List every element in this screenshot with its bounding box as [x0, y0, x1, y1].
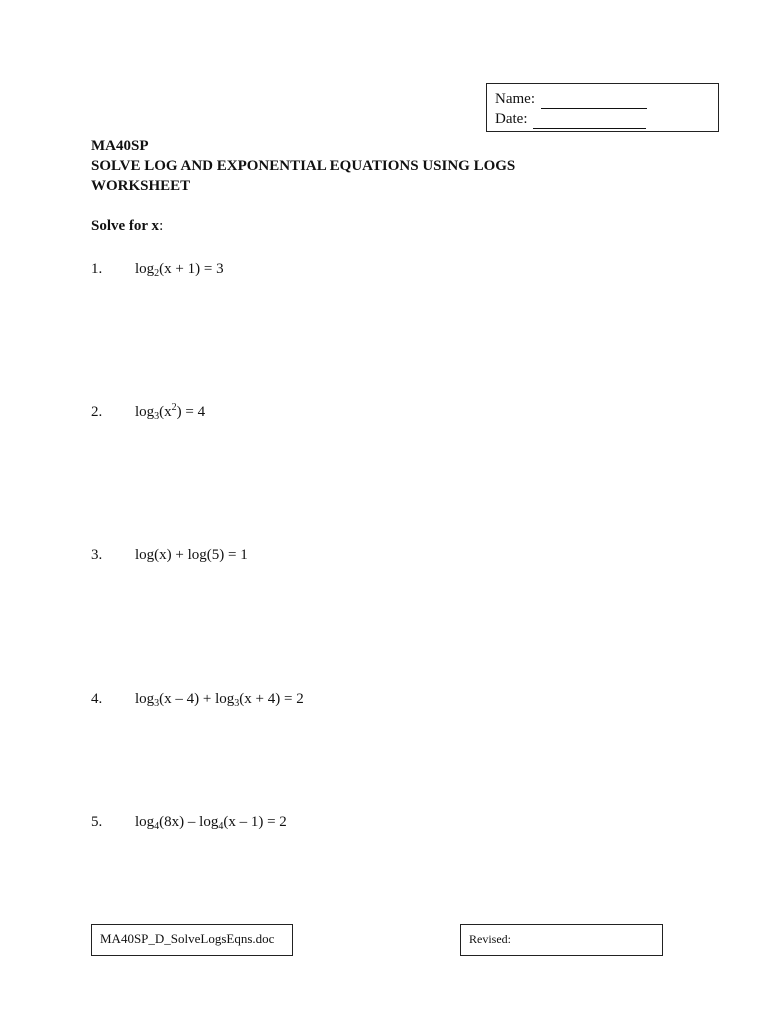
instruction: [91, 216, 163, 236]
course-code: MA40SP: [91, 138, 149, 154]
problem-number: 3.: [91, 547, 103, 563]
problem-5: [91, 812, 287, 832]
problem-number: 4.: [91, 691, 103, 707]
name-label: Name:: [495, 91, 535, 107]
problem-number: 2.: [91, 404, 103, 420]
footer-revised-label: Revised:: [469, 932, 511, 946]
problem-equation: $\log_3(x^2) = 4$: [135, 402, 206, 422]
problem-2: [91, 402, 205, 422]
name-date-box: [486, 83, 719, 132]
worksheet-title-line1: SOLVE LOG AND EXPONENTIAL EQUATIONS USING LOGS: [91, 158, 516, 174]
instruction-text: Solve for x: [91, 218, 160, 234]
date-blank-line[interactable]: [533, 114, 646, 129]
problem-number: 5.: [91, 814, 103, 830]
problem-3: [91, 545, 248, 565]
problem-1: [91, 259, 224, 279]
problem-number: 1.: [91, 261, 103, 277]
date-row: [495, 109, 718, 129]
date-label: Date:: [495, 111, 528, 127]
footer-filename: MA40SP_D_SolveLogsEqns.doc: [100, 931, 275, 946]
footer-filename-box: [91, 924, 293, 956]
worksheet-header: [91, 136, 515, 196]
name-row: [495, 89, 718, 109]
problem-equation: $\log_4(8x) - \log_4(x - 1) = 2$: [135, 814, 287, 832]
instruction-colon: :: [159, 218, 164, 234]
problem-equation: $\log_2(x + 1) = 3$: [135, 261, 224, 279]
name-blank-line[interactable]: [541, 94, 647, 109]
footer-revised-box: [460, 924, 663, 956]
problem-equation: log(x) + log(5) = 1: [135, 547, 248, 563]
problem-equation: $\log_3(x - 4) + \log_3(x + 4) = 2$: [135, 691, 304, 709]
worksheet-title-line2: WORKSHEET: [91, 178, 191, 194]
problem-4: [91, 689, 304, 709]
